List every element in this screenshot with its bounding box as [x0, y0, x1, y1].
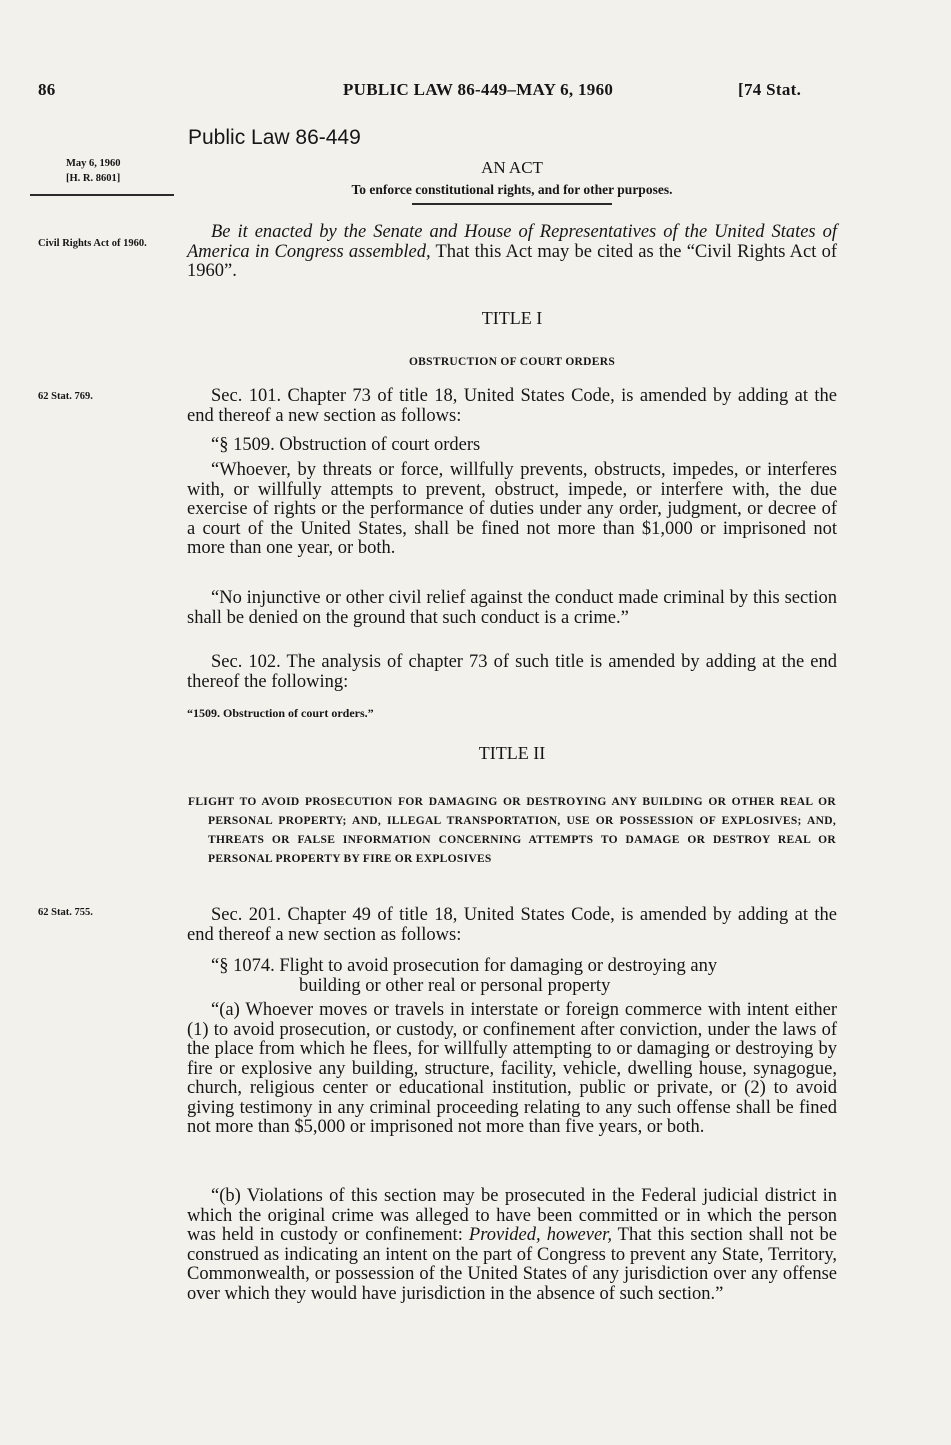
enacting-clause	[187, 223, 837, 282]
enacting-clause-text: That this Act may be cited as the “Civil Rights Act of 1960”.	[187, 241, 837, 281]
margin-bill-number: [H. R. 8601]	[66, 173, 121, 184]
running-title: PUBLIC LAW 86-449–MAY 6, 1960	[343, 80, 614, 99]
section-1074-heading-line-1: “§ 1074. Flight to avoid prosecution for damaging or destroying any	[211, 956, 718, 976]
title-1-heading: TITLE I	[481, 308, 543, 328]
section-201: Sec. 201. Chapter 49 of title 18, United States Code, is amended by adding at the end thereof a new section as follows:	[187, 905, 837, 945]
section-1074-subsection-b	[187, 1187, 837, 1304]
title-2-heading: TITLE II	[478, 743, 546, 763]
subsection-b-text-start: “(b) Violations of this section may be prosecuted in the Federal judicial district in which the original crime was alleged to have been committed or in which the person was held in custody or confinement:	[187, 1186, 837, 1245]
enacting-clause-italic: Be it enacted by the Senate and House of Representatives of the United States of America in Congress assembled,	[187, 222, 837, 262]
margin-statute-ref-2: 62 Stat. 755.	[38, 907, 93, 918]
margin-short-title: Civil Rights Act of 1960.	[38, 238, 147, 249]
margin-rule	[30, 194, 174, 196]
title-1-subheading: OBSTRUCTION OF COURT ORDERS	[408, 356, 616, 368]
section-1509-heading: “§ 1509. Obstruction of court orders	[211, 435, 481, 455]
volume-reference: [74 Stat.	[738, 80, 802, 99]
page-number: 86	[38, 80, 56, 99]
subsection-b-proviso: Provided, however,	[468, 1225, 612, 1245]
section-102: Sec. 102. The analysis of chapter 73 of such title is amended by adding at the end thereof the following:	[187, 652, 837, 692]
margin-date: May 6, 1960	[66, 158, 121, 169]
section-101: Sec. 101. Chapter 73 of title 18, United States Code, is amended by adding at the end thereof a new section as follows:	[187, 386, 837, 426]
margin-statute-ref-1: 62 Stat. 769.	[38, 391, 93, 402]
act-rule	[412, 203, 612, 205]
title-2-subheading: FLIGHT TO AVOID PROSECUTION FOR DAMAGING OR DESTROYING ANY BUILDING OR OTHER REAL OR PERSONAL PROPERTY; AND, ILLEGAL TRANSPORTATION, USE OR POSSESSION OF EXPLOSIVES; AND, THREATS OR FALSE INFORMATION CONCERNING ATTEMPTS TO DAMAGE OR DESTROY REAL OR PERSONAL PROPERTY BY FIRE OR EXPLOSIVES	[188, 796, 836, 865]
act-label: AN ACT	[481, 158, 543, 177]
section-1074-subsection-a: “(a) Whoever moves or travels in interstate or foreign commerce with intent either (1) to avoid prosecution, or custody, or confinement after conviction, under the laws of the place from which he flees, for willfully attempting to or damaging or destroying by fire or explosive any building, structure, facility, vehicle, dwelling house, synagogue, church, religious center or educational institution, public or private, or (2) to avoid giving testimony in any criminal proceeding relating to any such offense shall be fined not more than $5,000 or imprisoned not more than five years, or both.	[187, 1000, 837, 1137]
act-purpose: To enforce constitutional rights, and for other purposes.	[351, 182, 673, 197]
subsection-b-text-end: That this section shall not be construed as indicating an intent on the part of Congress to prevent any State, Territory, Commonwealth, or possession of the United States of any jurisdiction over any offense over which they would have jurisdiction in the absence of such section.”	[187, 1225, 838, 1304]
section-1509-para-1: “Whoever, by threats or force, willfully prevents, obstructs, impedes, or interferes with, or willfully attempts to prevent, obstruct, impede, or interfere with, the due exercise of rights or the performance of duties under any order, judgment, or decree of a court of the United States, shall be fined not more than $1,000 or imprisoned not more than one year, or both.	[187, 460, 837, 558]
section-1509-para-2: “No injunctive or other civil relief against the conduct made criminal by this section shall be denied on the ground that such conduct is a crime.”	[187, 588, 837, 628]
analysis-entry: “1509. Obstruction of court orders.”	[187, 706, 374, 720]
public-law-number: Public Law 86-449	[188, 126, 361, 149]
section-1074-heading-line-2: building or other real or personal property	[299, 976, 611, 996]
